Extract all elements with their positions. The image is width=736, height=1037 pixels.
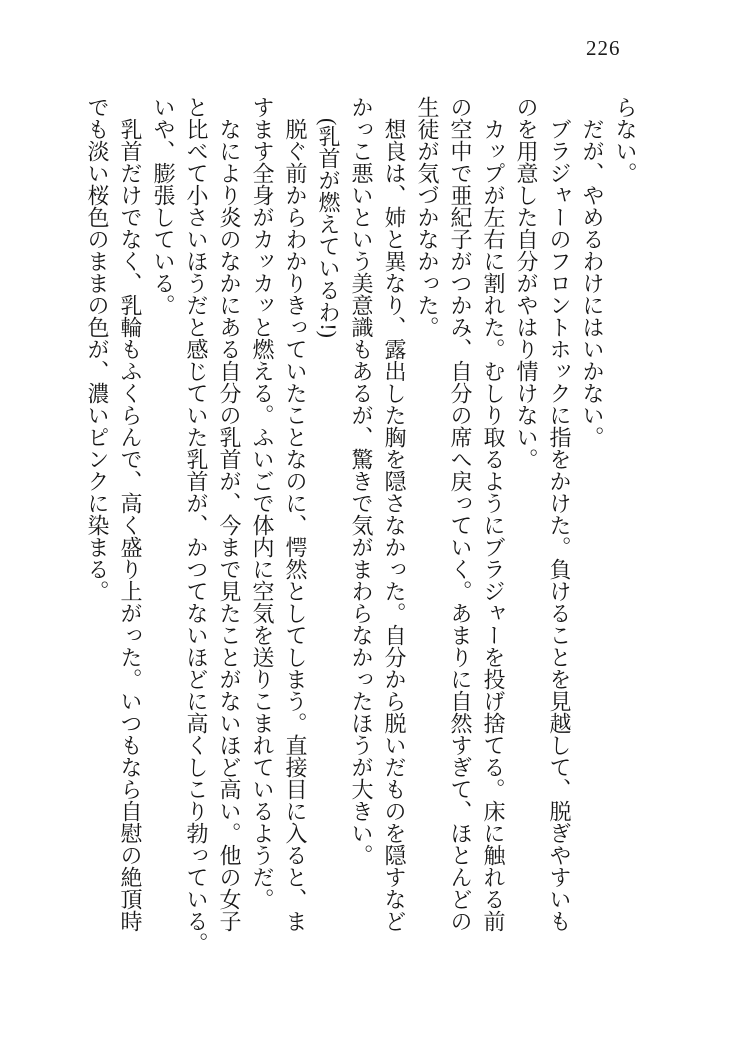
- text-column: なにより炎のなかにある自分の乳首が、今まで見たことがないほど高い。他の女子: [217, 118, 242, 932]
- text-column: らない。: [613, 96, 638, 184]
- text-column: すます全身がカッカッと燃える。ふいごで体内に空気を送りこまれているようだ。: [250, 96, 275, 910]
- text-column: ブラジャーのフロントホックに指をかけた。負けることを見越して、脱ぎやすいも: [547, 118, 572, 932]
- text-column: 生徒が気づかなかった。: [415, 96, 440, 338]
- text-column: 想良は、姉と異なり、露出した胸を隠さなかった。自分から脱いだものを隠すなど: [382, 118, 407, 932]
- text-column: 乳首だけでなく、乳輪もふくらんで、高く盛り上がった。いつもなら自慰の絶頂時: [118, 118, 143, 932]
- text-column: いや、膨張している。: [151, 96, 176, 316]
- text-column: の空中で亜紀子がつかみ、自分の席へ戻っていく。あまりに自然すぎて、ほとんどの: [448, 96, 473, 932]
- text-column: 脱ぐ前からわかりきっていたことなのに、愕然としてしまう。直接目に入ると、ま: [283, 118, 308, 932]
- text-column: と比べて小さいほうだと感じていた乳首が、かつてないほどに高くしこり勃っている。: [184, 96, 209, 954]
- page-number: 226: [586, 36, 621, 60]
- text-column: だが、やめるわけにはいかない。: [580, 118, 605, 448]
- text-column: のを用意した自分がやはり情けない。: [514, 96, 539, 470]
- text-column: カップが左右に割れた。むしり取るようにブラジャーを投げ捨てる。床に触れる前: [481, 118, 506, 932]
- text-column: (乳首が燃えているわ!): [316, 118, 341, 338]
- text-column: かっこ悪いという美意識もあるが、驚きで気がまわらなかったほうが大きい。: [349, 96, 374, 866]
- vertical-text-block: [81, 96, 642, 954]
- text-column: でも淡い桜色のままの色が、濃いピンクに染まる。: [85, 96, 110, 602]
